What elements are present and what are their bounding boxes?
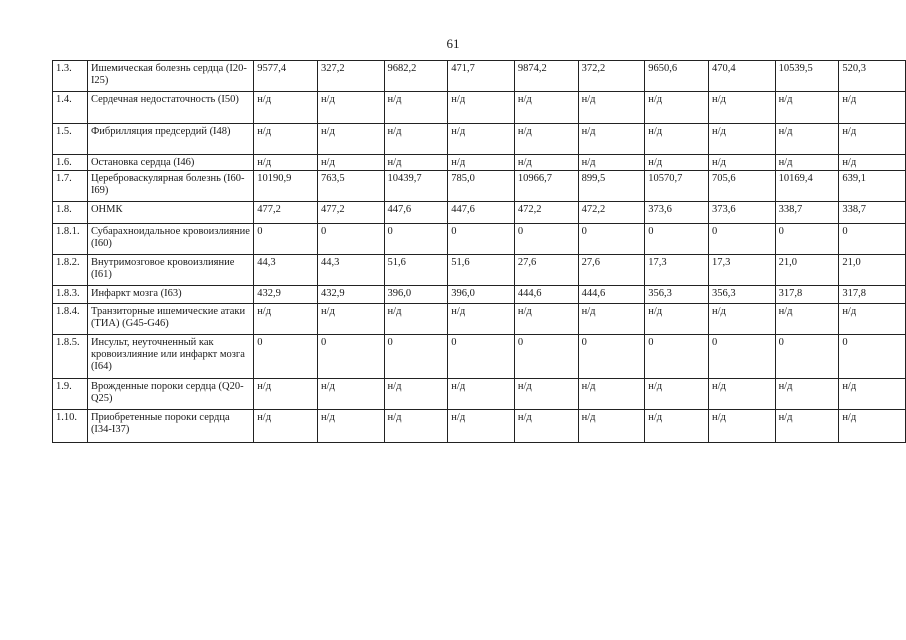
table-row [53,155,906,171]
row-name-cell: Инфаркт мозга (I63) [87,286,253,304]
row-id-cell: 1.8. [53,202,88,224]
value-cell: 471,7 [448,61,515,92]
value-cell: н/д [317,379,384,410]
value-cell: н/д [448,379,515,410]
value-cell: 477,2 [254,202,318,224]
value-cell: 21,0 [775,255,839,286]
value-cell: 444,6 [578,286,645,304]
row-id-cell: 1.8.1. [53,224,88,255]
row-id-cell: 1.4. [53,92,88,124]
table-row [53,202,906,224]
value-cell: н/д [384,304,448,335]
value-cell: 317,8 [775,286,839,304]
value-cell: н/д [448,124,515,155]
value-cell: 477,2 [317,202,384,224]
value-cell: 0 [839,224,906,255]
row-name-cell: Ишемическая болезнь сердца (I20-I25) [87,61,253,92]
value-cell: н/д [254,410,318,443]
value-cell: н/д [775,92,839,124]
value-cell: 44,3 [317,255,384,286]
value-cell: н/д [448,304,515,335]
statistics-table [52,60,906,443]
table-row [53,304,906,335]
value-cell: 472,2 [578,202,645,224]
value-cell: 317,8 [839,286,906,304]
row-name-cell: Фибрилляция предсердий (I48) [87,124,253,155]
value-cell: н/д [578,410,645,443]
value-cell: н/д [839,124,906,155]
row-name-cell: Инсульт, неуточненный как кровоизлияние или инфаркт мозга (I64) [87,335,253,379]
value-cell: н/д [514,124,578,155]
row-name-cell: Остановка сердца (I46) [87,155,253,171]
value-cell: 0 [317,335,384,379]
value-cell: 21,0 [839,255,906,286]
table-row [53,255,906,286]
value-cell: 338,7 [839,202,906,224]
value-cell: 763,5 [317,171,384,202]
value-cell: н/д [317,304,384,335]
value-cell: н/д [645,124,709,155]
row-id-cell: 1.9. [53,379,88,410]
value-cell: 9682,2 [384,61,448,92]
value-cell: 0 [708,335,775,379]
value-cell: 472,2 [514,202,578,224]
value-cell: н/д [775,410,839,443]
value-cell: н/д [775,304,839,335]
value-cell: н/д [839,92,906,124]
value-cell: 10966,7 [514,171,578,202]
value-cell: н/д [254,379,318,410]
value-cell: 447,6 [448,202,515,224]
row-name-cell: Субарахноидальное кровоизлияние (I60) [87,224,253,255]
value-cell: 0 [578,335,645,379]
value-cell: 0 [448,224,515,255]
value-cell: н/д [448,155,515,171]
value-cell: 373,6 [708,202,775,224]
value-cell: 0 [514,335,578,379]
value-cell: н/д [514,410,578,443]
row-name-cell: ОНМК [87,202,253,224]
value-cell: н/д [254,124,318,155]
value-cell: н/д [514,155,578,171]
table-row [53,410,906,443]
value-cell: н/д [384,124,448,155]
value-cell: 356,3 [708,286,775,304]
table-row [53,92,906,124]
value-cell: 0 [254,335,318,379]
value-cell: н/д [578,379,645,410]
value-cell: н/д [317,92,384,124]
row-name-cell: Приобретенные пороки сердца (I34-I37) [87,410,253,443]
table-row [53,379,906,410]
value-cell: 356,3 [645,286,709,304]
row-name-cell: Цереброваскулярная болезнь (I60-I69) [87,171,253,202]
value-cell: н/д [317,155,384,171]
value-cell: 10539,5 [775,61,839,92]
value-cell: н/д [317,124,384,155]
value-cell: 10439,7 [384,171,448,202]
value-cell: 10190,9 [254,171,318,202]
row-name-cell: Сердечная недостаточность (I50) [87,92,253,124]
value-cell: 0 [578,224,645,255]
value-cell: 17,3 [645,255,709,286]
value-cell: н/д [775,124,839,155]
table-row [53,224,906,255]
value-cell: 705,6 [708,171,775,202]
value-cell: н/д [645,92,709,124]
value-cell: н/д [645,410,709,443]
value-cell: н/д [645,379,709,410]
value-cell: 0 [775,224,839,255]
value-cell: 0 [317,224,384,255]
value-cell: 9577,4 [254,61,318,92]
value-cell: н/д [645,155,709,171]
value-cell: 44,3 [254,255,318,286]
value-cell: 396,0 [448,286,515,304]
table-row [53,61,906,92]
value-cell: 0 [775,335,839,379]
value-cell: н/д [708,304,775,335]
value-cell: 432,9 [317,286,384,304]
value-cell: н/д [839,410,906,443]
table-row [53,286,906,304]
row-id-cell: 1.8.2. [53,255,88,286]
value-cell: 899,5 [578,171,645,202]
value-cell: н/д [839,304,906,335]
row-id-cell: 1.10. [53,410,88,443]
row-name-cell: Врожденные пороки сердца (Q20-Q25) [87,379,253,410]
table-row [53,171,906,202]
value-cell: 0 [708,224,775,255]
value-cell: н/д [384,410,448,443]
row-id-cell: 1.8.3. [53,286,88,304]
value-cell: н/д [514,92,578,124]
row-id-cell: 1.6. [53,155,88,171]
value-cell: 327,2 [317,61,384,92]
value-cell: н/д [578,92,645,124]
value-cell: н/д [384,155,448,171]
row-name-cell: Внутримозговое кровоизлияние (I61) [87,255,253,286]
value-cell: н/д [384,92,448,124]
value-cell: 0 [448,335,515,379]
value-cell: 470,4 [708,61,775,92]
value-cell: н/д [578,304,645,335]
value-cell: 0 [254,224,318,255]
table-body [53,61,906,443]
table-row [53,335,906,379]
value-cell: 10169,4 [775,171,839,202]
value-cell: 373,6 [645,202,709,224]
value-cell: н/д [645,304,709,335]
row-id-cell: 1.7. [53,171,88,202]
value-cell: н/д [254,155,318,171]
value-cell: 338,7 [775,202,839,224]
value-cell: 447,6 [384,202,448,224]
value-cell: 9650,6 [645,61,709,92]
page-number: 61 [446,36,460,51]
value-cell: 0 [645,335,709,379]
value-cell: н/д [254,304,318,335]
value-cell: 10570,7 [645,171,709,202]
value-cell: н/д [708,124,775,155]
value-cell: н/д [708,410,775,443]
value-cell: 785,0 [448,171,515,202]
value-cell: 0 [514,224,578,255]
row-id-cell: 1.5. [53,124,88,155]
value-cell: н/д [839,155,906,171]
value-cell: 444,6 [514,286,578,304]
value-cell: 372,2 [578,61,645,92]
value-cell: 520,3 [839,61,906,92]
value-cell: н/д [514,304,578,335]
row-id-cell: 1.8.5. [53,335,88,379]
value-cell: 17,3 [708,255,775,286]
value-cell: н/д [317,410,384,443]
value-cell: н/д [708,155,775,171]
value-cell: н/д [708,379,775,410]
value-cell: н/д [775,155,839,171]
value-cell: н/д [708,92,775,124]
value-cell: н/д [578,124,645,155]
value-cell: н/д [775,379,839,410]
value-cell: н/д [448,410,515,443]
value-cell: 51,6 [384,255,448,286]
value-cell: н/д [578,155,645,171]
value-cell: 396,0 [384,286,448,304]
value-cell: н/д [448,92,515,124]
value-cell: 51,6 [448,255,515,286]
value-cell: 639,1 [839,171,906,202]
value-cell: н/д [839,379,906,410]
table-row [53,124,906,155]
value-cell: 432,9 [254,286,318,304]
row-id-cell: 1.8.4. [53,304,88,335]
value-cell: 9874,2 [514,61,578,92]
row-id-cell: 1.3. [53,61,88,92]
value-cell: 0 [645,224,709,255]
value-cell: 27,6 [578,255,645,286]
value-cell: 27,6 [514,255,578,286]
value-cell: 0 [384,224,448,255]
row-name-cell: Транзиторные ишемические атаки (ТИА) (G45-G46) [87,304,253,335]
value-cell: 0 [384,335,448,379]
value-cell: 0 [839,335,906,379]
value-cell: н/д [514,379,578,410]
value-cell: н/д [254,92,318,124]
value-cell: н/д [384,379,448,410]
